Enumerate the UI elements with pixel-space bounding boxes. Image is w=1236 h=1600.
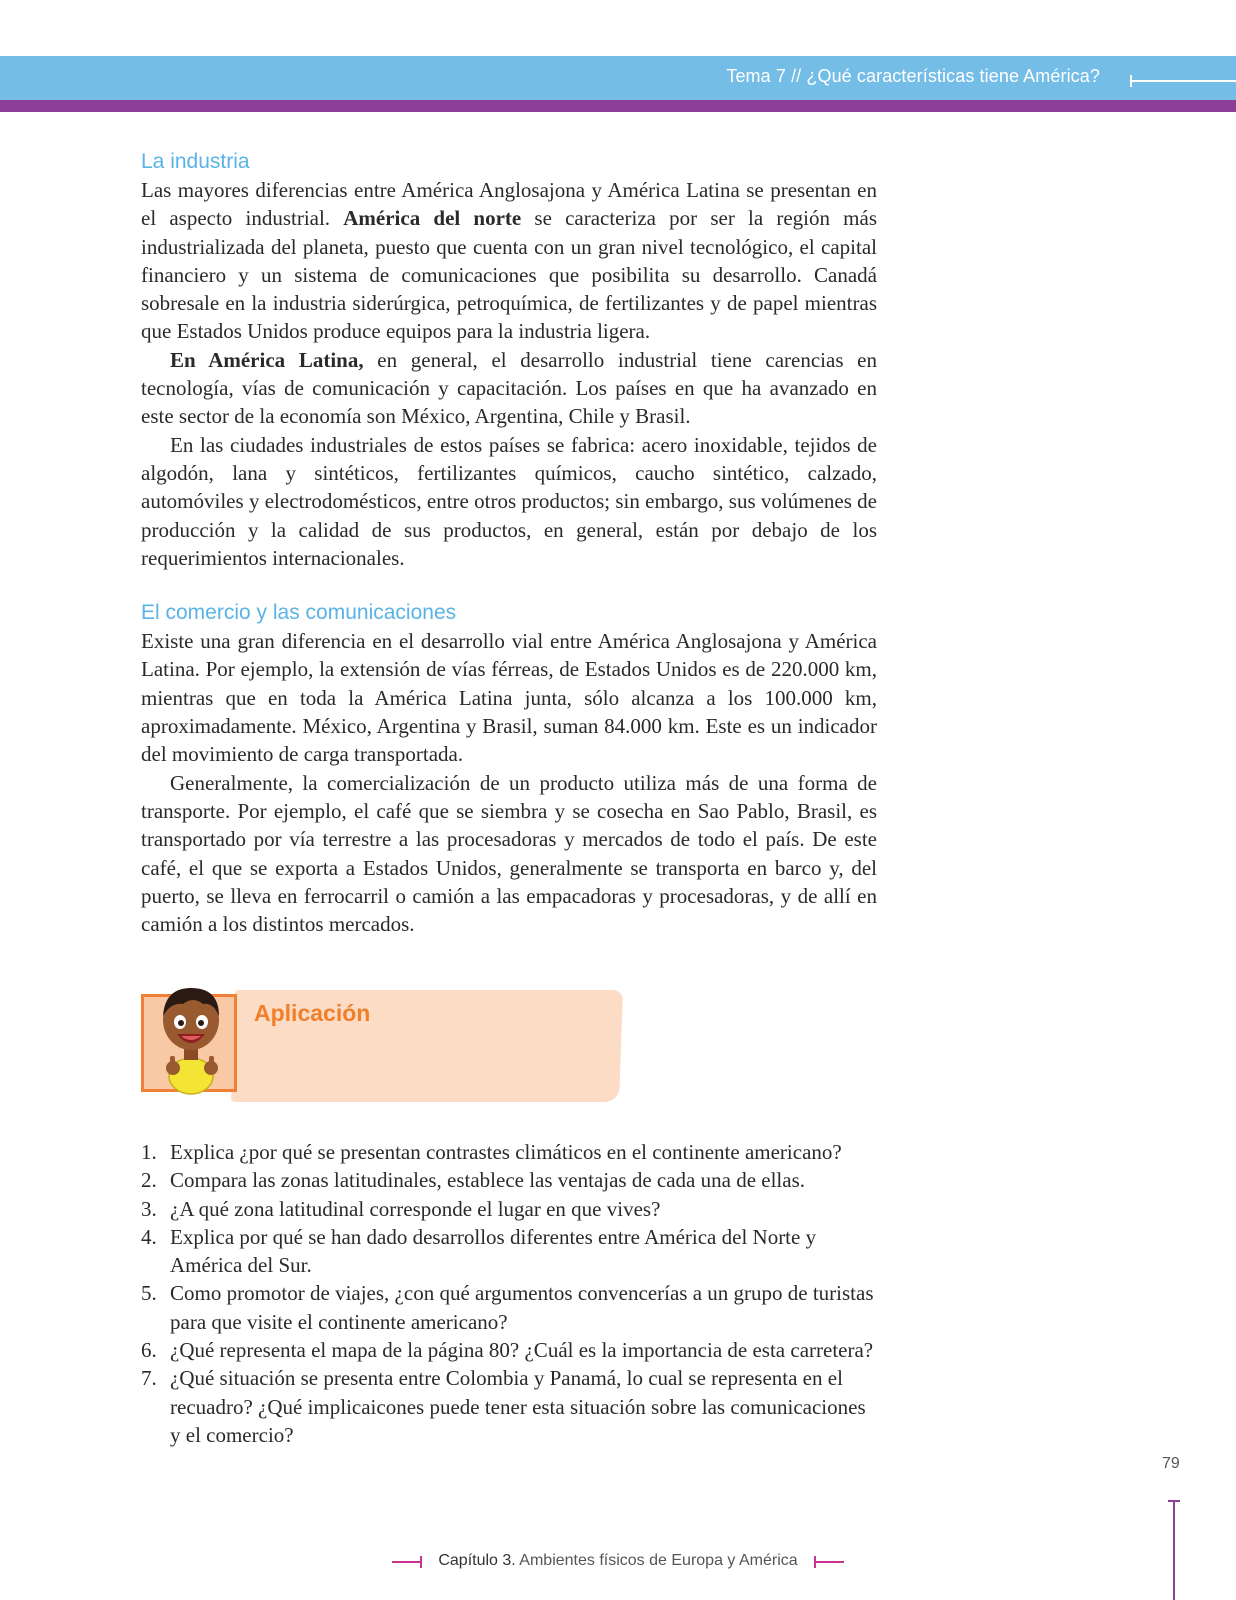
- item-number: 6.: [141, 1338, 157, 1363]
- footer: [0, 1552, 1236, 1570]
- footer-tick-left: [420, 1556, 422, 1568]
- application-title: Aplicación: [254, 1000, 371, 1026]
- question-list: [141, 1138, 877, 1449]
- item-number: 2.: [141, 1168, 157, 1193]
- page-number: 79: [1162, 1455, 1180, 1472]
- item-text: ¿Qué situación se presenta entre Colombia y Panamá, lo cual se representa en el recuadro? ¿Qué implicaicones puede tener esta situación sobre las comunicaciones y el comercio?: [170, 1366, 866, 1447]
- text-run: se caracteriza por ser la región más industrializada del planeta, puesto que cuenta con un gran nivel tecnológico, el capital financiero y un sistema de comunicaciones que posibilita su desarrollo. Canadá sobresale en la industria siderúrgica, petroquímica, de fertilizantes y de papel mientras que Estados Unidos produce equipos para la industria ligera.: [141, 206, 877, 344]
- item-number: 7.: [141, 1366, 157, 1391]
- item-number: 4.: [141, 1224, 157, 1249]
- paragraph: En las ciudades industriales de estos países se fabrica: acero inoxidable, tejidos de algodón, lana y sintéticos, fertilizantes químicos, caucho sintético, calzado, automóviles y electrodomésticos, entre otros productos; sin embargo, sus volúmenes de producción y la calidad de sus productos, en general, están por debajo de los requerimientos internacionales.: [141, 432, 877, 570]
- section-heading-industria: La industria: [141, 150, 250, 173]
- header-rule: [1130, 80, 1236, 82]
- paragraph: [141, 346, 877, 431]
- item-text: Explica por qué se han dado desarrollos diferentes entre América del Norte y América del Sur.: [170, 1224, 817, 1278]
- header-title: Tema 7 // ¿Qué características tiene América?: [726, 66, 1100, 86]
- item-number: 3.: [141, 1196, 157, 1221]
- main-content: [141, 148, 877, 938]
- list-item: [141, 1195, 877, 1223]
- paragraph: Generalmente, la comercialización de un producto utiliza más de una forma de transporte. Por ejemplo, el café que se siembra y se cosecha en Sao Pablo, Brasil, es transportado por vía terrestre a las procesadoras y mercados de todo el país. De este café, el que se exporta a Estados Unidos, generalmente se transporta en barco y, del puerto, se lleva en ferrocarril o camión a las empacadoras y procesadoras, y de allí en camión a los distintos mercados.: [141, 770, 877, 937]
- list-item: [141, 1336, 877, 1364]
- boy-thumbs-up-icon: [153, 980, 229, 1095]
- item-number: 1.: [141, 1140, 157, 1164]
- section-heading-comercio: El comercio y las comunicaciones: [141, 601, 457, 625]
- bold-text: En América Latina,: [170, 347, 364, 372]
- item-text: ¿A qué zona latitudinal corresponde el lugar en que vives?: [170, 1196, 661, 1221]
- header-stripe: [0, 100, 1236, 112]
- footer-title: Ambientes físicos de Europa y América: [515, 1552, 798, 1569]
- bold-text: América del norte: [343, 206, 522, 231]
- item-text: Como promotor de viajes, ¿con qué argumentos convencerías a un grupo de turistas para que visite el continente americano?: [170, 1281, 874, 1334]
- list-item: [141, 1166, 877, 1194]
- item-text: ¿Qué representa el mapa de la página 80? ¿Cuál es la importancia de esta carretera?: [170, 1338, 874, 1363]
- page-rule: [1173, 1500, 1175, 1600]
- list-item: [141, 1364, 877, 1449]
- application-box: [141, 990, 621, 1102]
- list-item: [141, 1138, 877, 1166]
- list-item: [141, 1223, 877, 1280]
- paragraph: [141, 176, 877, 346]
- item-text: Explica ¿por qué se presentan contrastes climáticos en el continente americano?: [170, 1140, 842, 1164]
- text-run: Las mayores diferencias entre América Anglosajona y América Latina se presentan en el aspecto industrial.: [141, 178, 877, 231]
- item-text: Compara las zonas latitudinales, establece las ventajas de cada una de ellas.: [170, 1168, 805, 1193]
- footer-chapter: Capítulo 3.: [438, 1552, 516, 1569]
- text-run: en general, el desarrollo industrial tiene carencias en tecnología, vías de comunicación y capacitación. Los países en que ha avanzado en este sector de la economía son México, Argentina, Chile y Brasil.: [141, 347, 878, 429]
- item-number: 5.: [141, 1281, 157, 1306]
- footer-label: [392, 1552, 843, 1570]
- footer-rule-left: [392, 1561, 420, 1563]
- list-item: [141, 1279, 877, 1336]
- paragraph: Existe una gran diferencia en el desarrollo vial entre América Anglosajona y América Latina. Por ejemplo, la extensión de vías férreas, de Estados Unidos es de 220.000 km, mientras que en toda la América Latina junta, sólo alcanza a los 100.000 km, aproximadamente. México, Argentina y Brasil, suman 84.000 km. Este es un indicador del movimiento de carga transportada.: [141, 629, 877, 767]
- footer-rule-right: [816, 1561, 844, 1563]
